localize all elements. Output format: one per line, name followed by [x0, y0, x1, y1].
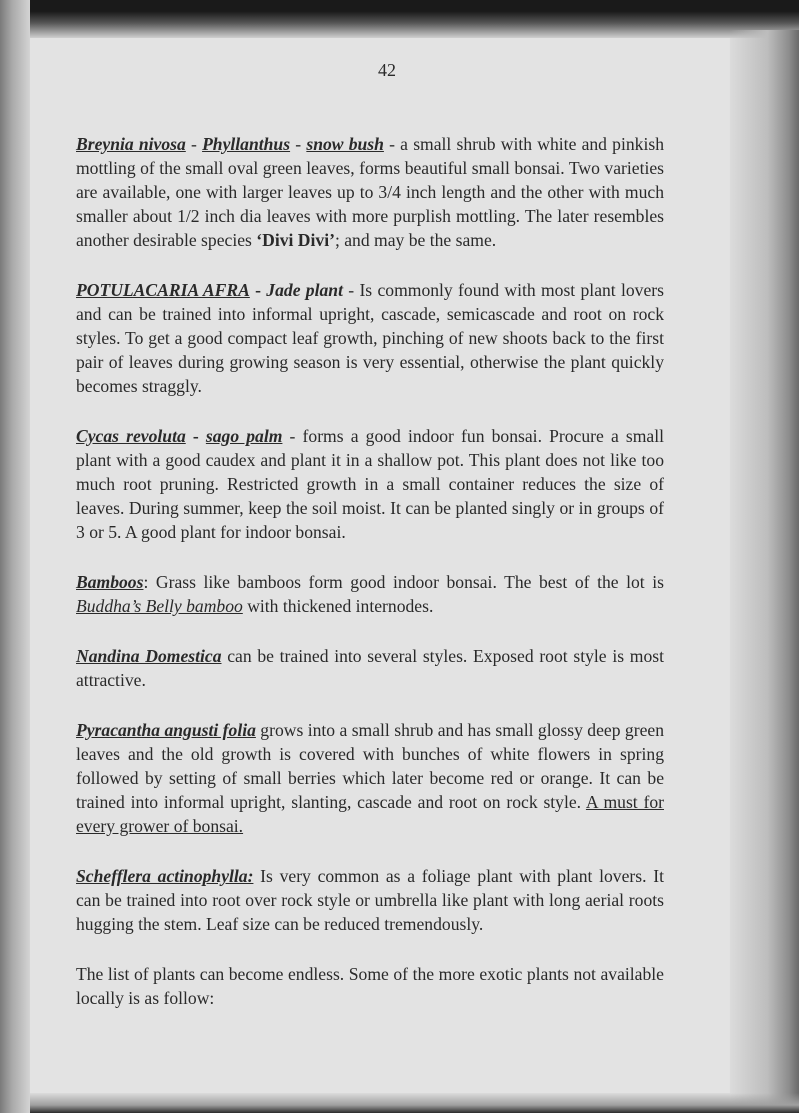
scan-top-border — [30, 0, 799, 38]
separator: - — [249, 280, 267, 300]
highlighted-species: ‘Divi Divi’ — [256, 230, 335, 250]
common-name: snow bush — [306, 134, 384, 154]
paragraph-text: grows into a small shrub and has small glossy deep green leaves and the old growth is covered with bunches of white flowers in spring followed by setting of small berries which later become red or orange. It can be trained into informal upright, slanting, cascade and root on rock style. — [76, 720, 664, 812]
species-name: Pyracantha angusti folia — [76, 720, 256, 740]
scan-bottom-edge — [30, 1093, 799, 1113]
species-name: Breynia nivosa — [76, 134, 186, 154]
paragraph-text: - a small shrub with white and pinkish mottling of the small oval green leaves, forms beautiful small bonsai. Two varieties are available, one with larger leaves up to 3/4 inch length and the other with much smaller about 1/2 inch dia leaves with more purplish mottling. The later resembles another desirable species — [76, 134, 664, 250]
species-name: Phyllanthus — [202, 134, 291, 154]
paragraph-text: with thickened internodes. — [242, 596, 434, 616]
scan-left-shadow — [0, 0, 30, 1113]
paragraph-breynia — [76, 132, 664, 252]
separator: - — [185, 426, 206, 446]
page-content — [76, 132, 664, 1036]
common-name: sago palm — [205, 426, 283, 446]
paragraph-nandina — [76, 644, 664, 692]
paragraph-text: - forms a good indoor fun bonsai. Procure a small plant with a good caudex and plant it in a shallow pot. This plant does not like too much root pruning. Restricted growth in a small container reduces the size of leaves. During summer, keep the soil moist. It can be planted singly or in groups of 3 or 5. A good plant for indoor bonsai. — [76, 426, 665, 542]
book-page — [30, 38, 730, 1093]
paragraph-text: : Grass like bamboos form good indoor bonsai. The best of the lot is — [143, 572, 664, 592]
species-name: Cycas revoluta — [76, 426, 186, 446]
paragraph-potulacaria — [76, 278, 664, 398]
paragraph-text: The list of plants can become endless. Some of the more exotic plants not available locally is as follow: — [76, 964, 664, 1008]
paragraph-cycas — [76, 424, 664, 544]
emphasis-text: A must for every grower of bonsai. — [76, 792, 664, 836]
species-name: POTULACARIA AFRA — [76, 280, 250, 300]
species-name: Schefflera actinophylla: — [76, 866, 254, 886]
separator: - — [290, 134, 307, 154]
page-number: 42 — [378, 60, 396, 80]
paragraph-bamboos — [76, 570, 664, 618]
variety-name: Buddha’s Belly bamboo — [76, 596, 243, 616]
paragraph-text: can be trained into several styles. Exposed root style is most attractive. — [76, 646, 664, 690]
species-name: Bamboos — [76, 572, 144, 592]
common-name: Jade plant — [266, 280, 343, 300]
paragraph-closing — [76, 962, 664, 1010]
paragraph-text: Is very common as a foliage plant with plant lovers. It can be trained into root over rock style or umbrella like plant with long aerial roots hugging the stem. Leaf size can be reduced tremendously. — [76, 866, 664, 934]
separator: - — [185, 134, 203, 154]
species-name: Nandina Domestica — [76, 646, 222, 666]
paragraph-text: - Is commonly found with most plant lovers and can be trained into informal upright, cascade, semicascade and root on rock styles. To get a good compact leaf growth, pinching of new shoots back to the first pair of leaves during growing season is very essential, otherwise the plant quickly becomes straggly. — [76, 280, 664, 396]
paragraph-pyracantha — [76, 718, 664, 838]
paragraph-text: ; and may be the same. — [334, 230, 497, 250]
paragraph-schefflera — [76, 864, 664, 936]
scan-right-edge — [729, 30, 799, 1113]
